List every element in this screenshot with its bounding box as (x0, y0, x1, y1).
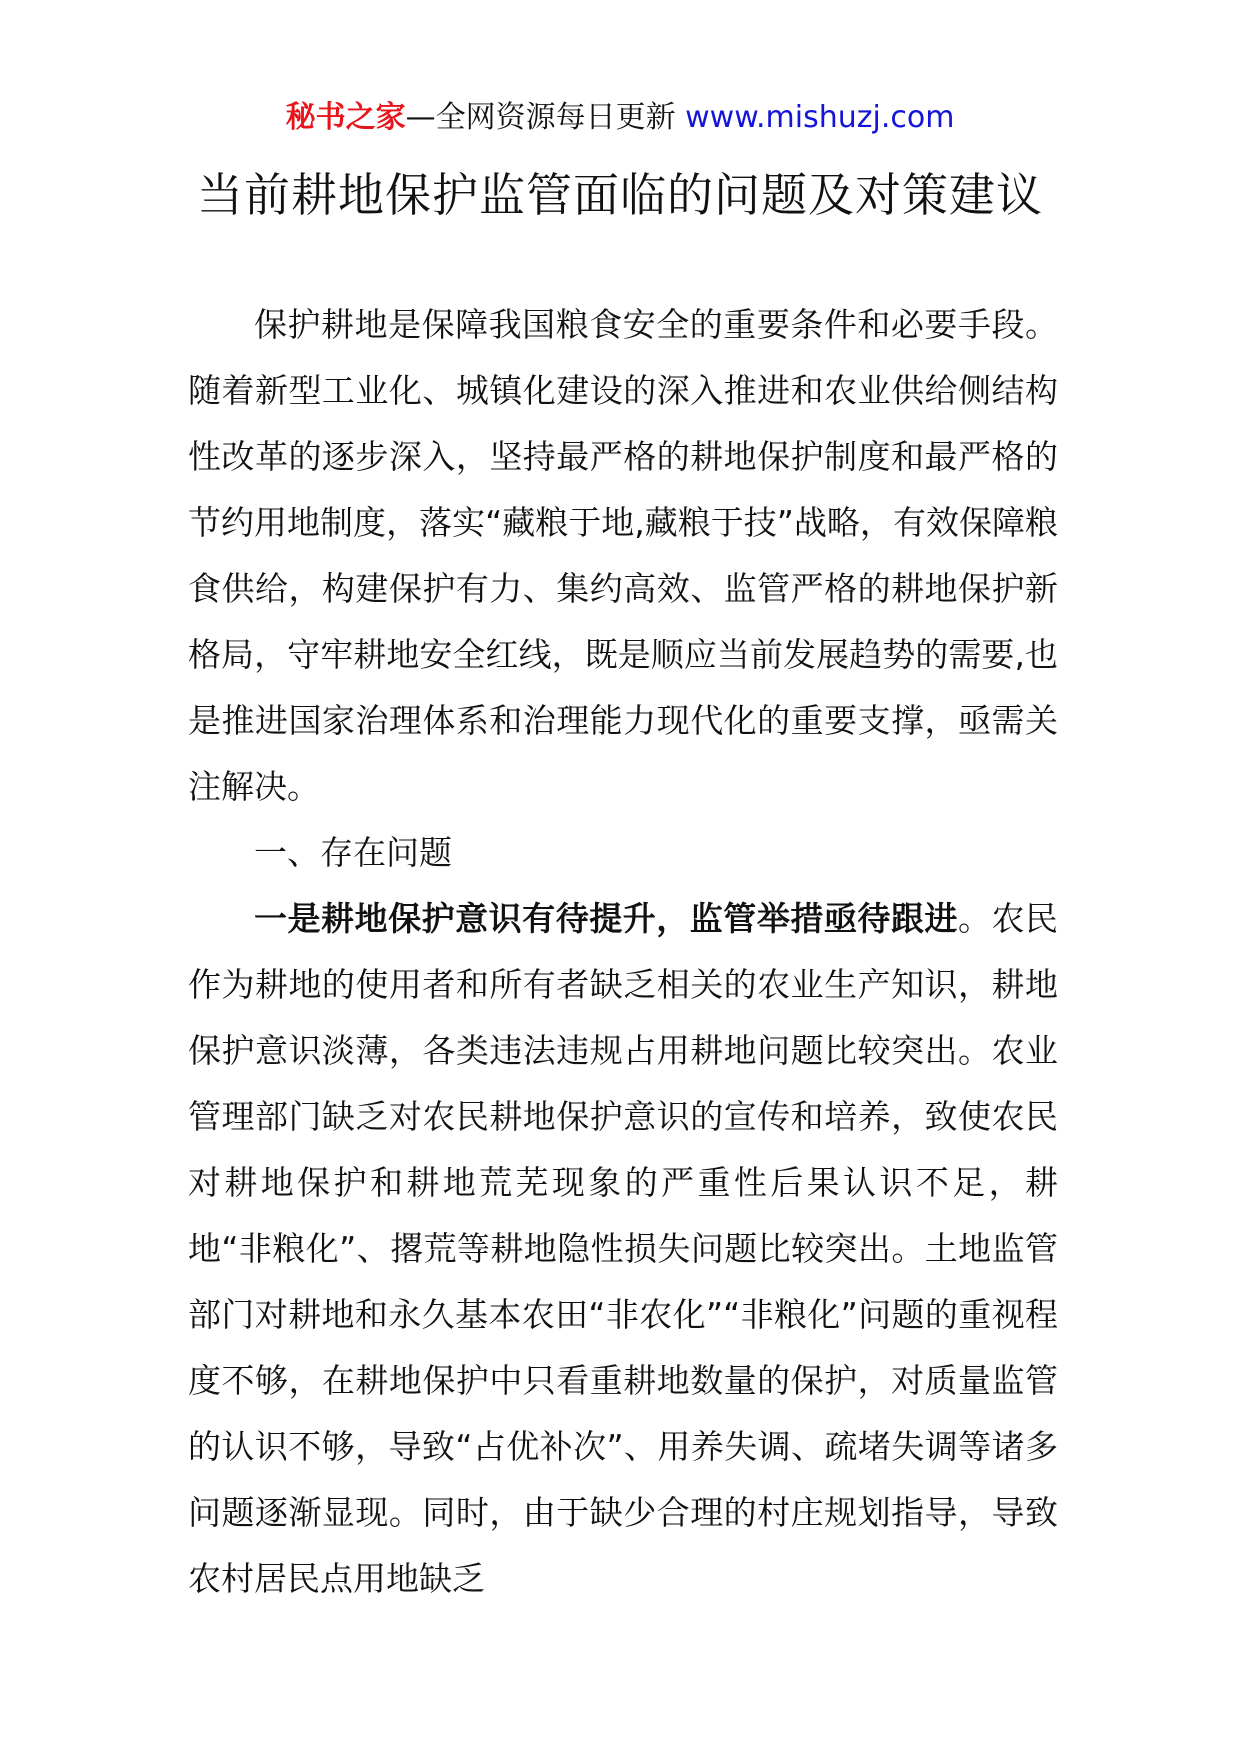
point-lead: 一是耕地保护意识有待提升，监管举措亟待跟进 (254, 899, 958, 938)
intro-paragraph: 保护耕地是保障我国粮食安全的重要条件和必要手段。随着新型工业化、城镇化建设的深入推进和农业供给侧结构性改革的逐步深入，坚持最严格的耕地保护制度和最严格的节约用地制度，落实“藏粮于地,藏粮于技”战略，有效保障粮食供给，构建保护有力、集约高效、监管严格的耕地保护新格局，守牢耕地安全红线，既是顺应当前发展趋势的需要,也是推进国家治理体系和治理能力现代化的重要支撑，亟需关注解决。 (188, 305, 1058, 806)
point-paragraph (188, 886, 1058, 1612)
section-heading: 一、存在问题 (254, 833, 452, 872)
brand-name: 秘书之家 (285, 100, 406, 135)
site-url-link[interactable]: www.mishuzj.com (685, 100, 955, 135)
point-body: 。农民作为耕地的使用者和所有者缺乏相关的农业生产知识，耕地保护意识淡薄，各类违法违规占用耕地问题比较突出。农业管理部门缺乏对农民耕地保护意识的宣传和培养，致使农民对耕地保护和耕地荒芜现象的严重性后果认识不足，耕地“非粮化”、撂荒等耕地隐性损失问题比较突出。土地监管部门对耕地和永久基本农田“非农化”“非粮化”问题的重视程度不够，在耕地保护中只看重耕地数量的保护，对质量监管的认识不够，导致“占优补次”、用养失调、疏堵失调等诸多问题逐渐显现。同时，由于缺少合理的村庄规划指导，导致农村居民点用地缺乏 (188, 899, 1059, 1598)
site-banner (0, 98, 1240, 138)
document-title: 当前耕地保护监管面临的问题及对策建议 (197, 168, 1043, 222)
banner-tagline: —全网资源每日更新 (405, 100, 686, 135)
document-body (188, 292, 1058, 1612)
